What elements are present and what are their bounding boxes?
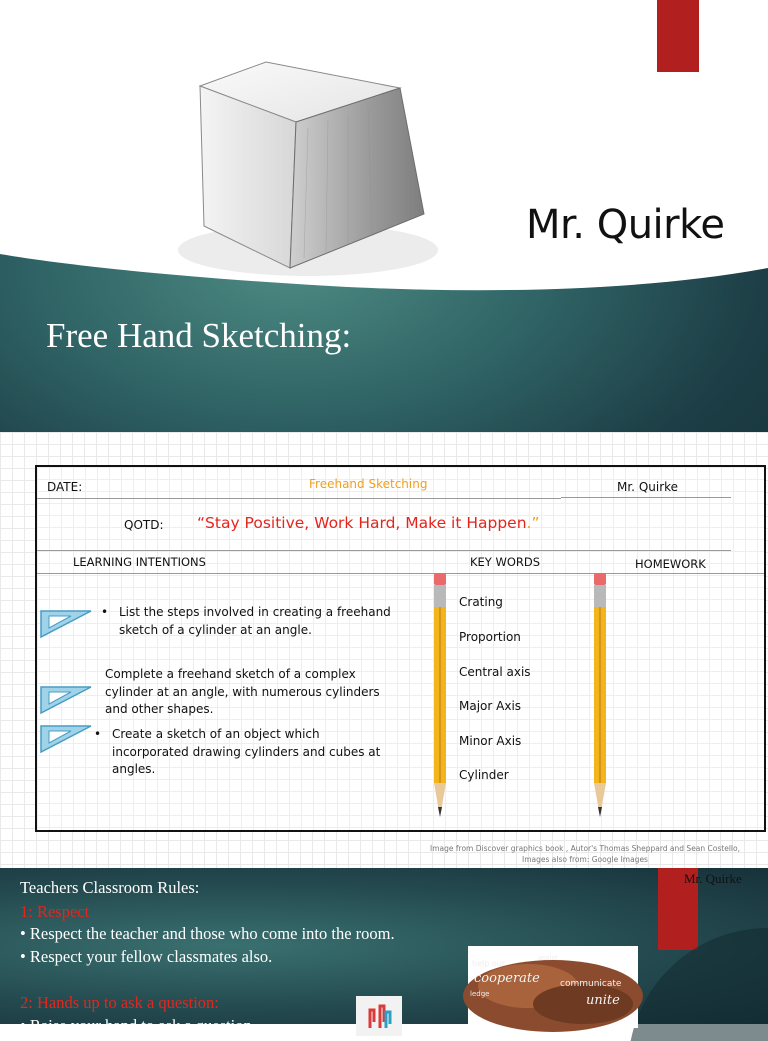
intention-line: angles.: [112, 762, 156, 776]
rule-item: • Respect the teacher and those who come into the room.: [20, 924, 395, 943]
bullet: •: [94, 727, 102, 741]
image-word: cooperate: [474, 971, 540, 986]
cube-sketch-image: [168, 28, 468, 282]
image-word: assist: [538, 954, 558, 962]
quote-of-the-day: [197, 514, 540, 532]
intention-item: [119, 604, 391, 639]
quote-text: “Stay Positive, Work Hard, Make it Happen: [197, 514, 527, 532]
key-word: Cylinder: [459, 768, 509, 782]
intention-line: Complete a freehand sketch of a complex: [105, 667, 356, 681]
intention-item: [112, 726, 380, 779]
classroom-rules-slide: [0, 868, 768, 1035]
pencil-icon: [430, 573, 450, 825]
intention-line: and other shapes.: [105, 702, 214, 716]
lesson-plan-table: [35, 465, 766, 832]
key-word: Crating: [459, 595, 503, 609]
set-square-icon: [39, 724, 93, 754]
divider-line: [37, 498, 561, 499]
lesson-plan-slide: [0, 432, 768, 868]
intention-line: sketch of a cylinder at an angle.: [119, 622, 312, 637]
rules-heading: Teachers Classroom Rules:: [20, 878, 200, 897]
rule-text: Respect your fellow classmates also.: [29, 947, 273, 966]
divider-line: [561, 497, 731, 498]
pencil-icon: [590, 573, 610, 825]
image-word: unite: [586, 993, 620, 1008]
quote-end: .”: [526, 514, 540, 532]
divider-line: [37, 573, 764, 574]
title-slide: [0, 0, 768, 432]
rule-item: • Raise your hand to ask a question: [20, 1016, 252, 1035]
raised-hands-icon: [356, 996, 402, 1036]
rule-text: Raise your hand to ask a question: [29, 1016, 252, 1035]
intention-line: incorporated drawing cylinders and cubes at: [112, 744, 381, 759]
rule-1-title: 1: Respect: [20, 902, 90, 921]
rule-item: • Respect your fellow classmates also.: [20, 947, 273, 966]
author-name: Mr. Quirke: [684, 871, 742, 886]
column-learning-intentions: LEARNING INTENTIONS: [73, 555, 206, 569]
divider-line: [37, 550, 731, 551]
intention-line: cylinder at an angle, with numerous cylinders: [105, 684, 380, 699]
set-square-icon: [39, 685, 93, 715]
image-word: communicate: [560, 979, 622, 989]
image-word: ledge: [470, 990, 490, 998]
intention-line: List the steps involved in creating a freehand: [119, 605, 391, 619]
credit-line: Image from Discover graphics book , Autor's Thomas Sheppard and Sean Costello,: [430, 844, 740, 853]
rule-text: Respect the teacher and those who come into the room.: [29, 924, 395, 943]
image-word: help our: [472, 959, 506, 968]
topic-title: Freehand Sketching: [309, 477, 428, 491]
red-accent-bar: [657, 0, 699, 72]
set-square-icon: [39, 609, 93, 639]
rule-2-title: 2: Hands up to ask a question:: [20, 993, 219, 1012]
key-word: Minor Axis: [459, 734, 522, 748]
column-key-words: KEY WORDS: [470, 555, 541, 569]
key-word: Proportion: [459, 630, 521, 644]
image-credit: [404, 843, 766, 865]
author-name: Mr. Quirke: [526, 202, 725, 248]
key-word: Central axis: [459, 665, 531, 679]
intention-item: [105, 666, 380, 719]
credit-line: Images also from: Google Images: [522, 855, 648, 864]
qotd-label: QOTD:: [124, 518, 164, 532]
teamwork-hands-image: [468, 946, 638, 1028]
bullet: •: [101, 605, 109, 619]
key-word: Major Axis: [459, 699, 522, 713]
teacher-name: Mr. Quirke: [617, 480, 679, 494]
column-homework: HOMEWORK: [635, 557, 706, 571]
slide-title: Free Hand Sketching:: [46, 316, 352, 355]
intention-line: Create a sketch of an object which: [112, 727, 320, 741]
date-label: DATE:: [47, 480, 83, 494]
